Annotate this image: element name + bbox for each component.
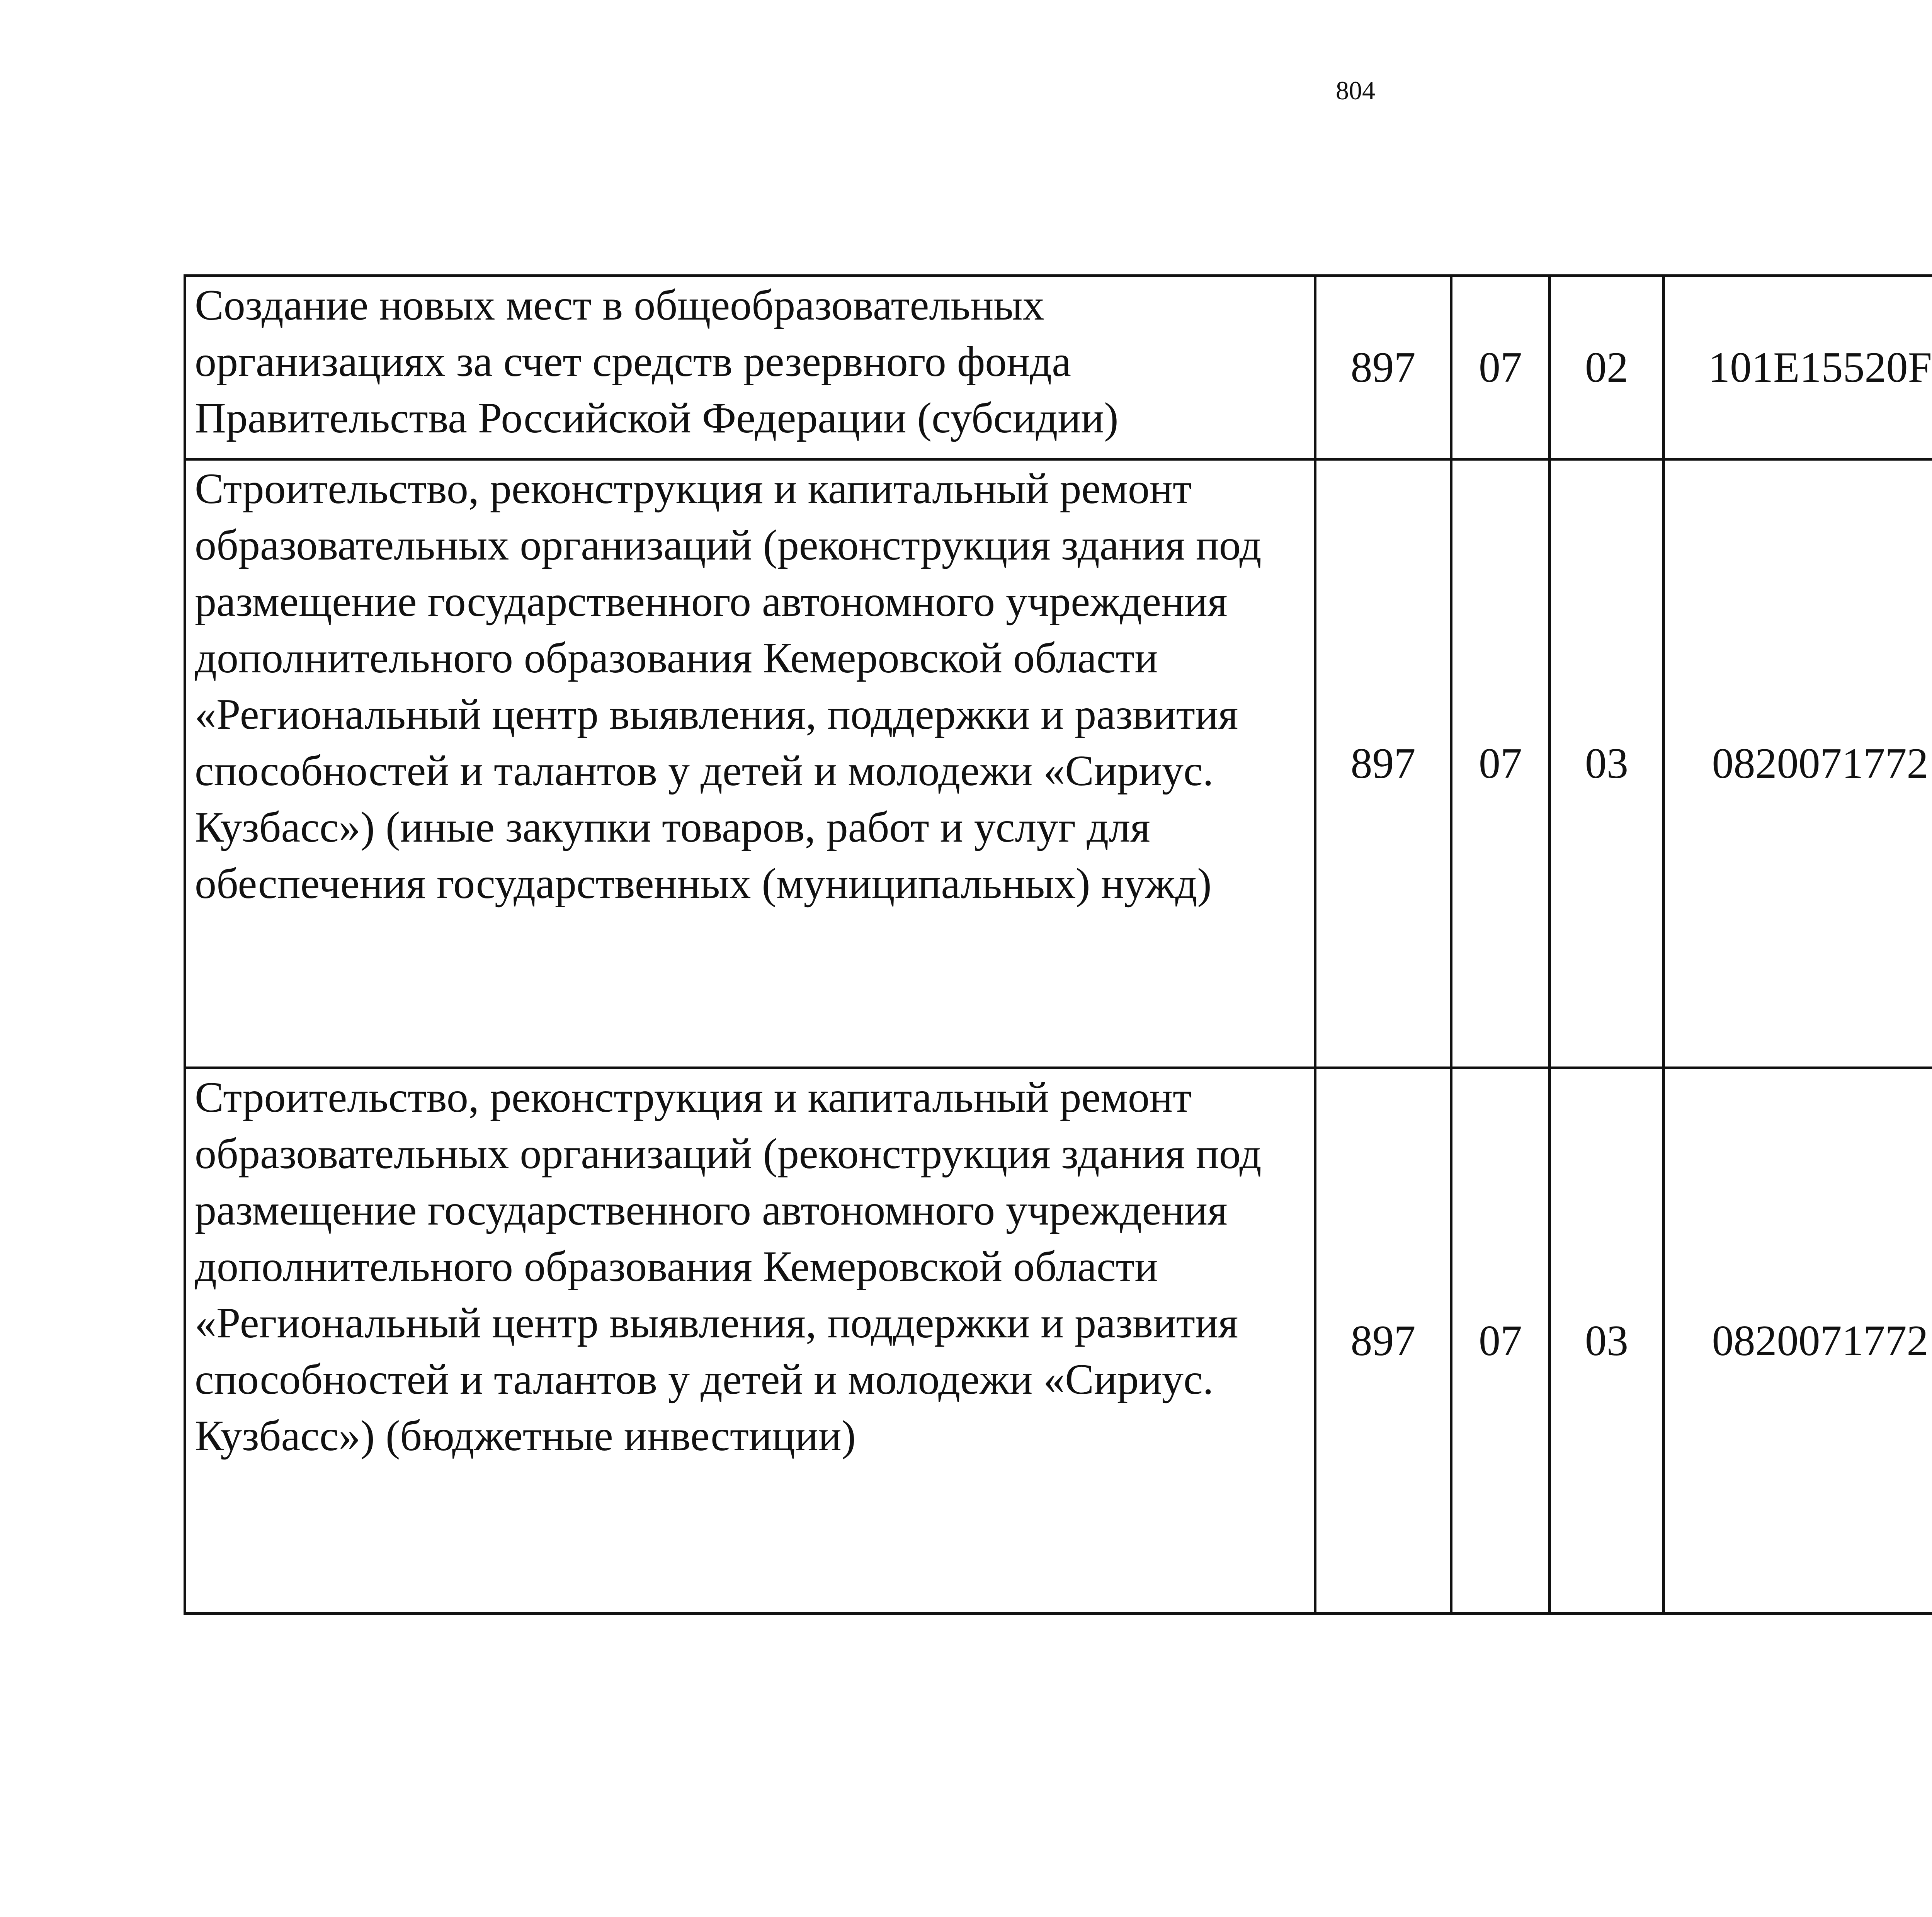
ministry-code-cell: 897 [1315,276,1451,459]
table-row [185,459,1932,1068]
description-cell: Строительство, реконструкция и капитальный ремонт образовательных организаций (реконструкция здания под размещение государственного автономного учреждения дополнительного образования Кемеровской области «Региональный центр выявления, поддержки и развития способностей и талантов у детей и молодежи «Сириус. Кузбасс») (бюджетные инвестиции) [185,1068,1315,1614]
ministry-code-cell: 897 [1315,459,1451,1068]
subsection-code-cell: 03 [1550,459,1664,1068]
page-number: 804 [1336,76,1375,105]
subsection-code-cell: 02 [1550,276,1664,459]
description-cell: Создание новых мест в общеобразовательных организациях за счет средств резервного фонда Правительства Российской Федерации (субсидии) [185,276,1315,459]
target-article-cell: 0820071772 [1664,1068,1932,1614]
budget-table [184,274,1932,1615]
table-row [185,276,1932,459]
target-article-cell: 101E15520F [1664,276,1932,459]
section-code-cell: 07 [1451,459,1550,1068]
ministry-code-cell: 897 [1315,1068,1451,1614]
target-article-cell: 0820071772 [1664,459,1932,1068]
subsection-code-cell: 03 [1550,1068,1664,1614]
description-cell: Строительство, реконструкция и капитальный ремонт образовательных организаций (реконструкция здания под размещение государственного автономного учреждения дополнительного образования Кемеровской области «Региональный центр выявления, поддержки и развития способностей и талантов у детей и молодежи «Сириус. Кузбасс») (иные закупки товаров, работ и услуг для обеспечения государственных (муниципальных) нужд) [185,459,1315,1068]
section-code-cell: 07 [1451,1068,1550,1614]
table-row [185,1068,1932,1614]
section-code-cell: 07 [1451,276,1550,459]
